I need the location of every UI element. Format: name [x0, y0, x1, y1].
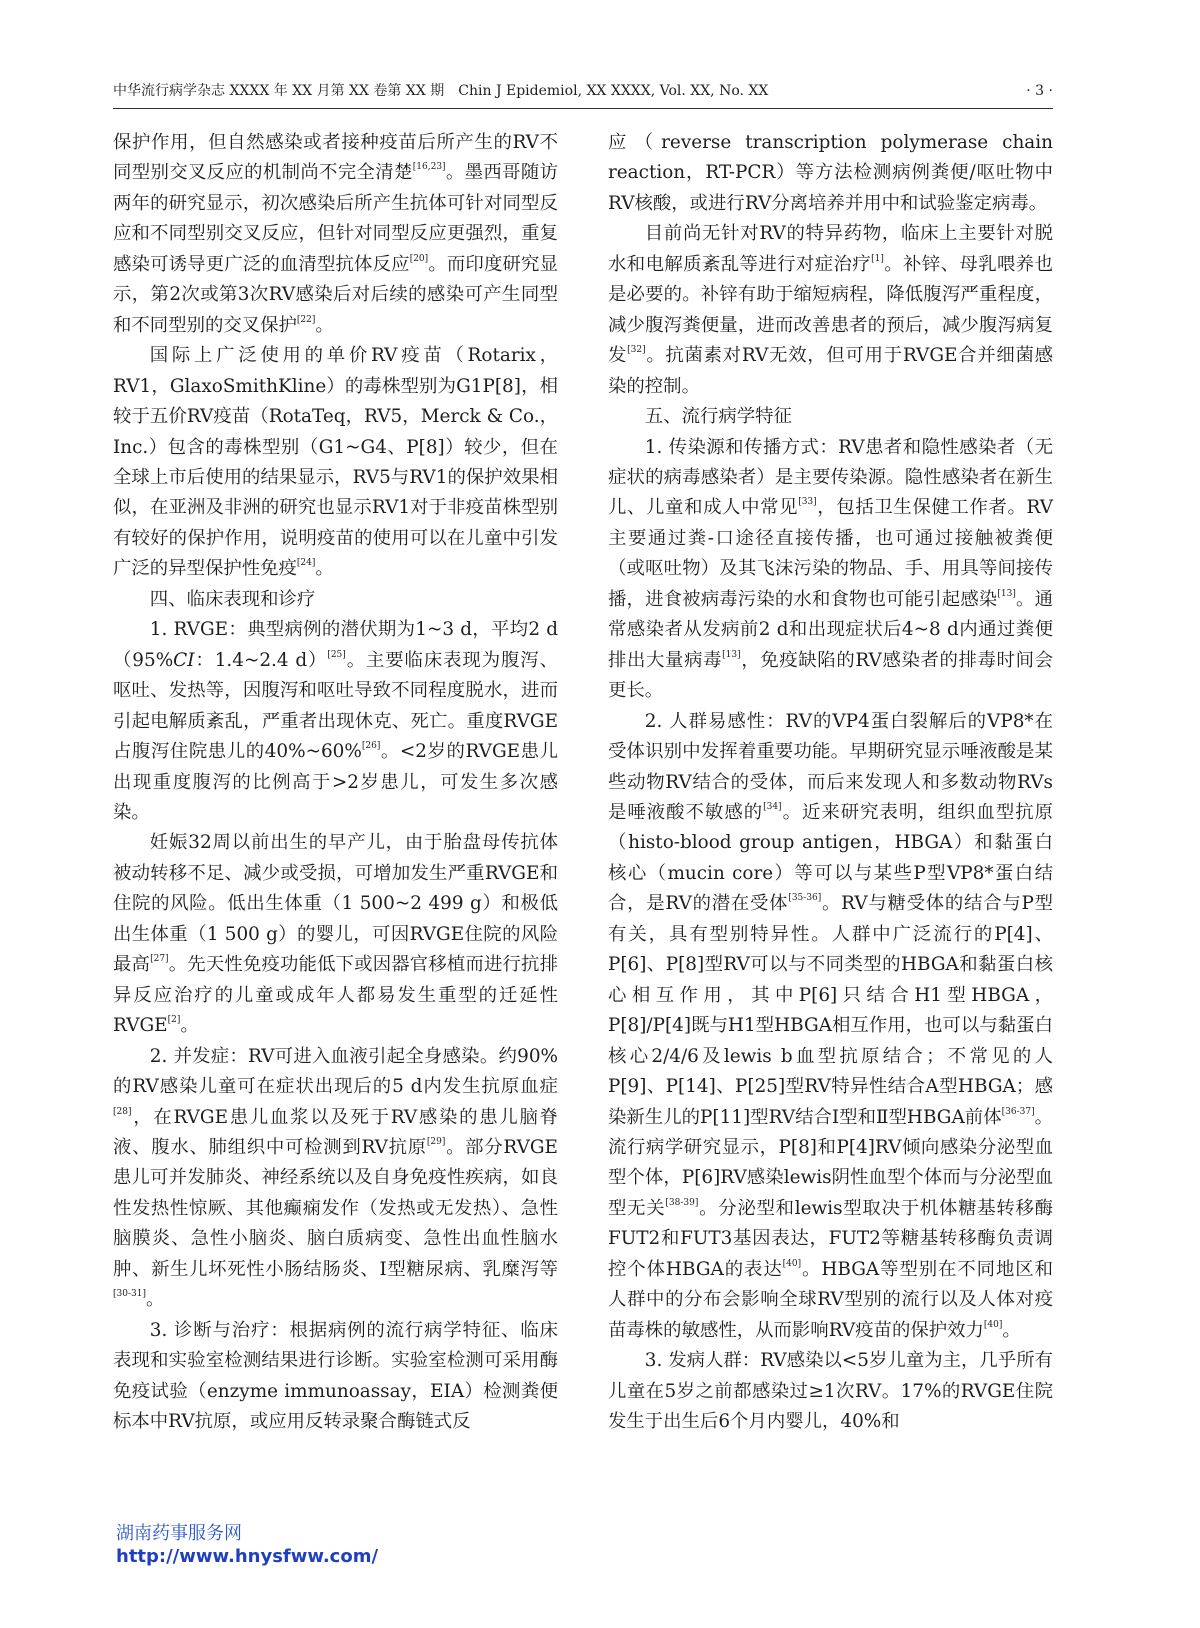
- citation: [38-39]: [665, 1197, 699, 1208]
- citation: [2]: [167, 1015, 181, 1026]
- citation: [22]: [296, 314, 316, 325]
- citation: [36-37]: [1001, 1106, 1035, 1117]
- citation: [20]: [409, 253, 429, 264]
- citation: [27]: [150, 954, 169, 965]
- header-rule: [113, 108, 1053, 109]
- watermark-site-name: 湖南药事服务网: [116, 1523, 242, 1544]
- site-watermark: [116, 1522, 378, 1568]
- citation: [30-31]: [113, 1289, 146, 1300]
- paragraph-transmission: 1. 传染源和传播方式：RV患者和隐性感染者（无症状的病毒感染者）是主要传染源。隐性感染者在新生儿、儿童和成人中常见[33]，包括卫生保健工作者。RV主要通过粪-口途径直接传播，也可通过接触被粪便（或呕吐物）及其飞沫污染的物品、手、用具等间接传播，进食被病毒污染的水和食物也可能引起感染[13]。通常感染者从发病前2 d和出现症状后4~8 d内通过粪便排出大量病毒[13]，免疫缺陷的RV感染者的排毒时间会更长。: [608, 436, 1053, 702]
- citation: [1]: [871, 253, 884, 264]
- citation: [40]: [782, 1258, 802, 1269]
- citation: [35-36]: [788, 893, 822, 904]
- citation: [13]: [997, 588, 1016, 599]
- citation: [16,23]: [412, 162, 446, 173]
- left-column: [113, 128, 558, 1437]
- watermark-url[interactable]: http://www.hnysfww.com/: [116, 1546, 379, 1567]
- citation: [34]: [763, 801, 782, 812]
- paragraph-cross-protection: 保护作用，但自然感染或者接种疫苗后所产生的RV不同型别交叉反应的机制尚不完全清楚[16,23]。墨西哥随访两年的研究显示，初次感染后所产生抗体可针对同型反应和不同型别交叉反应，但针对同型反应更强烈，重复感染可诱导更广泛的血清型抗体反应[20]。而印度研究显示，第2次或第3次RV感染后对后续的感染可产生同型和不同型别的交叉保护[22]。: [113, 132, 558, 336]
- paragraph-diagnosis: 3. 诊断与治疗：根据病例的流行病学特征、临床表现和实验室检测结果进行诊断。实验室检测可采用酶免疫试验（enzyme immunoassay，EIA）检测粪便标本中RV抗原，或应用反转录聚合酶链式反: [113, 1319, 558, 1433]
- citation: [28]: [113, 1106, 132, 1117]
- citation: [26]: [361, 741, 381, 752]
- citation: [33]: [798, 497, 817, 508]
- paragraph-complications: 2. 并发症：RV可进入血液引起全身感染。约90%的RV感染儿童可在症状出现后的5 d内发生抗原血症[28]，在RVGE患儿血浆以及死于RV感染的患儿脑脊液、腹水、肺组织中可检测到RV抗原[29]。部分RVGE患儿可并发肺炎、神经系统以及自身免疫性疾病，如良性发热性惊厥、其他癫痫发作（发热或无发热）、急性脑膜炎、急性小脑炎、脑白质病变、急性出血性脑水肿、新生儿坏死性小肠结肠炎、Ⅰ型糖尿病、乳糜泻等[30-31]。: [113, 1045, 558, 1311]
- page-number: · 3 ·: [1026, 83, 1053, 99]
- citation: [25]: [327, 649, 346, 660]
- paragraph-population: 3. 发病人群：RV感染以<5岁儿童为主，几乎所有儿童在5岁之前都感染过≥1次RV。17%的RVGE住院发生于出生后6个月内婴儿，40%和: [608, 1350, 1053, 1433]
- running-header: [113, 78, 1053, 104]
- section-heading-clinical: 四、临床表现和诊疗: [149, 588, 316, 610]
- citation: [32]: [627, 345, 646, 356]
- citation: [13]: [722, 649, 741, 660]
- citation: [29]: [426, 1136, 446, 1147]
- paragraph-vaccines: 国际上广泛使用的单价RV疫苗（Rotarix，RV1，GlaxoSmithKline）的毒株型别为G1P[8]，相较于五价RV疫苗（RotaTeq，RV5，Merck & Co.，Inc.）包含的毒株型别（G1~G4、P[8]）较少，但在全球上市后使用的结果显示，RV5与RV1的保护效果相似，在亚洲及非洲的研究也显示RV1对于非疫苗株型别有较好的保护作用，说明疫苗的使用可以在儿童中引发广泛的异型保护性免疫[24]。: [113, 345, 558, 580]
- citation: [40]: [983, 1319, 1003, 1330]
- section-heading-epidemiology: 五、流行病学特征: [644, 406, 792, 428]
- journal-running-title: 中华流行病学杂志 XXXX 年 XX 月第 XX 卷第 XX 期 Chin J Epidemiol, XX XXXX, Vol. XX, No. XX: [113, 83, 769, 99]
- paragraph-rtpcr: 应（reverse transcription polymerase chain reaction，RT-PCR）等方法检测病例粪便/呕吐物中RV核酸，或进行RV分离培养并用中和试验鉴定病毒。: [608, 132, 1053, 214]
- citation: [24]: [296, 558, 316, 569]
- paragraph-rvge: 1. RVGE：典型病例的潜伏期为1~3 d，平均2 d（95%CI：1.4~2.4 d）[25]。主要临床表现为腹泻、呕吐、发热等，因腹泻和呕吐导致不同程度脱水，进而引起电解质紊乱，严重者出现休克、死亡。重度RVGE占腹泻住院患儿的40%~60%[26]。<2岁的RVGE患儿出现重度腹泻的比例高于>2岁患儿，可发生多次感染。: [113, 619, 558, 823]
- paragraph-treatment: 目前尚无针对RV的特异药物，临床上主要针对脱水和电解质紊乱等进行对症治疗[1]。补锌、母乳喂养也是必要的。补锌有助于缩短病程，降低腹泻严重程度，减少腹泻粪便量，进而改善患者的预后，减少腹泻病复发[32]。抗菌素对RV无效，但可用于RVGE合并细菌感染的控制。: [608, 223, 1053, 397]
- right-column: [608, 128, 1053, 1437]
- paragraph-preterm: 妊娠32周以前出生的早产儿，由于胎盘母传抗体被动转移不足、减少或受损，可增加发生严重RVGE和住院的风险。低出生体重（1 500~2 499 g）和极低出生体重（1 500 g）的婴儿，可因RVGE住院的风险最高[27]。先天性免疫功能低下或因器官移植而进行抗排异反应治疗的儿童或成年人都易发生重型的迁延性RVGE[2]。: [113, 832, 558, 1037]
- paragraph-susceptibility: 2. 人群易感性：RV的VP4蛋白裂解后的VP8*在受体识别中发挥着重要功能。早期研究显示唾液酸是某些动物RV结合的受体，而后来发现人和多数动物RVs是唾液酸不敏感的[34]。近来研究表明，组织血型抗原（histo-blood group antigen，HBGA）和黏蛋白核心（mucin core）等可以与某些P型VP8*蛋白结合，是RV的潜在受体[35-36]。RV与糖受体的结合与P型有关，具有型别特异性。人群中广泛流行的P[4]、P[6]、P[8]型RV可以与不同类型的HBGA和黏蛋白核心相互作用，其中P[6]只结合H1型HBGA，P[8]/P[4]既与H1型HBGA相互作用，也可以与黏蛋白核心2/4/6及lewis b血型抗原结合；不常见的人P[9]、P[14]、P[25]型RV特异性结合A型HBGA；感染新生儿的P[11]型RV结合Ⅰ型和Ⅱ型HBGA前体[36-37]。流行病学研究显示，P[8]和P[4]RV倾向感染分泌型血型个体，P[6]RV感染lewis阴性血型个体而与分泌型血型无关[38-39]。分泌型和lewis型取决于机体糖基转移酶FUT2和FUT3基因表达，FUT2等糖基转移酶负责调控个体HBGA的表达[40]。HBGA等型别在不同地区和人群中的分布会影响全球RV型别的流行以及人体对疫苗毒株的敏感性，从而影响RV疫苗的保护效力[40]。: [608, 710, 1053, 1341]
